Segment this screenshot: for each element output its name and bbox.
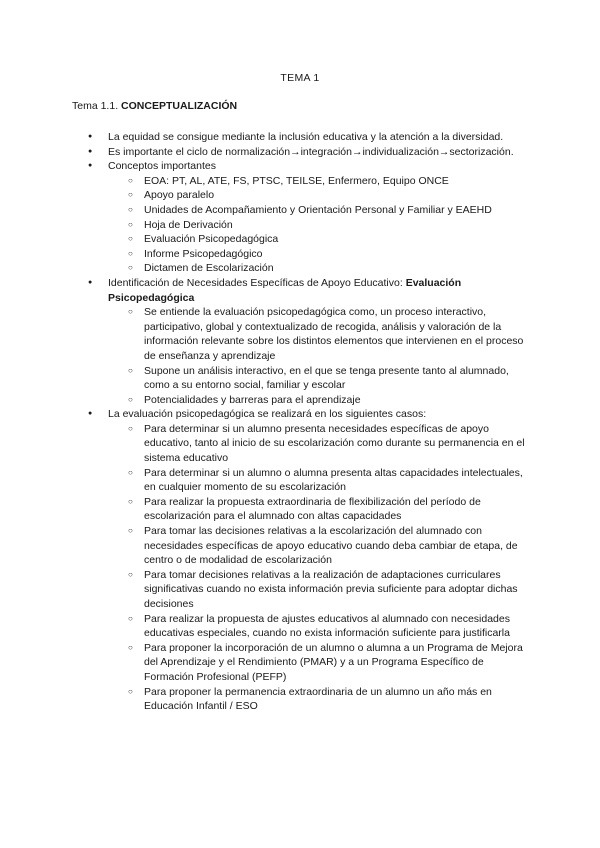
sub-list bbox=[108, 174, 528, 276]
section-heading bbox=[72, 100, 237, 112]
sub-list-item: ○ Potencialidades y barreras para el aprendizaje bbox=[108, 393, 528, 408]
sub-list-item: ○ Para tomar decisiones relativas a la realización de adaptaciones curriculares significativas cuando no exista información previa suficiente para adoptar dichas decisiones bbox=[108, 568, 528, 612]
page-title: TEMA 1 bbox=[280, 72, 320, 84]
list-item: ● Es importante el ciclo de normalización→integración→individualización→sectorización. bbox=[88, 145, 528, 160]
list-item: ● Identificación de Necesidades Específicas de Apoyo Educativo: Evaluación Psicopedagógica ○ Se entiende la evaluación psicopedagógica como, un proceso interactivo, participativo, global y contextualizado de recogida, análisis y valoración de la información relevante sobre los distintos elementos que intervienen en el proceso de enseñanza y aprendizaje ○ Supone un análisis interactivo, en el que se tenga presente tanto al alumnado, como a su entorno social, familiar y escolar ○ Potencialidades y barreras para el aprendizaje bbox=[88, 276, 528, 407]
bold-term: Evaluación Psicopedagógica bbox=[108, 276, 462, 304]
sub-list-item: ○ Para realizar la propuesta de ajustes educativos al alumnado con necesidades educativas especiales, cuando no exista información suficiente para justificarla bbox=[108, 612, 528, 641]
sub-list-item: ○ Unidades de Acompañamiento y Orientación Personal y Familiar y EAEHD bbox=[108, 203, 528, 218]
sub-list-item: ○ Para determinar si un alumno presenta necesidades específicas de apoyo educativo, tanto al inicio de su escolarización como durante su permanencia en el sistema educativo bbox=[108, 422, 528, 466]
sub-list-item: ○ Para determinar si un alumno o alumna presenta altas capacidades intelectuales, en cualquier momento de su escolarización bbox=[108, 466, 528, 495]
sub-list-item: ○ Evaluación Psicopedagógica bbox=[108, 232, 528, 247]
sub-list-item: ○ Para proponer la incorporación de un alumno o alumna a un Programa de Mejora del Aprendizaje y el Rendimiento (PMAR) y a un Programa Específico de Formación Profesional (PEFP) bbox=[108, 641, 528, 685]
sub-list-item: ○ Para realizar la propuesta extraordinaria de flexibilización del período de escolarización para el alumnado con altas capacidades bbox=[108, 495, 528, 524]
main-bullet-list bbox=[88, 130, 528, 714]
sub-list-item: ○ Informe Psicopedagógico bbox=[108, 247, 528, 262]
sub-list-item: ○ EOA: PT, AL, ATE, FS, PTSC, TEILSE, Enfermero, Equipo ONCE bbox=[108, 174, 528, 189]
sub-list-item: ○ Dictamen de Escolarización bbox=[108, 261, 528, 276]
sub-list bbox=[108, 422, 528, 714]
section-prefix: Tema 1.1. bbox=[72, 100, 122, 112]
section-title: CONCEPTUALIZACIÓN bbox=[121, 100, 238, 112]
list-item: ● La evaluación psicopedagógica se realizará en los siguientes casos: ○ Para determinar si un alumno presenta necesidades específicas de apoyo educativo, tanto al inicio de su escolarización como durante su permanencia en el sistema educativo ○ Para determinar si un alumno o alumna presenta altas capacidades intelectuales, en cualquier momento de su escolarización ○ Para realizar la propuesta extraordinaria de flexibilización del período de escolarización para el alumnado con altas capacidades ○ Para tomar las decisiones relativas a la escolarización del alumnado con necesidades específicas de apoyo educativo cuando deba cambiar de etapa, de centro o de modalidad de escolarización ○ Para tomar decisiones relativas a la realización de adaptaciones curriculares significativas cuando no exista información previa suficiente para adoptar dichas decisiones ○ Para realizar la propuesta de ajustes educativos al alumnado con necesidades educativas especiales, cuando no exista información suficiente para justificarla ○ Para proponer la incorporación de un alumno o alumna a un Programa de Mejora del Aprendizaje y el Rendimiento (PMAR) y a un Programa Específico de Formación Profesional (PEFP) ○ Para proponer la permanencia extraordinaria de un alumno un año más en Educación Infantil / ESO bbox=[88, 407, 528, 713]
sub-list-item: ○ Supone un análisis interactivo, en el que se tenga presente tanto al alumnado, como a su entorno social, familiar y escolar bbox=[108, 364, 528, 393]
list-item: ● La equidad se consigue mediante la inclusión educativa y la atención a la diversidad. bbox=[88, 130, 528, 145]
sub-list-item: ○ Para proponer la permanencia extraordinaria de un alumno un año más en Educación Infantil / ESO bbox=[108, 685, 528, 714]
sub-list-item: ○ Se entiende la evaluación psicopedagógica como, un proceso interactivo, participativo, global y contextualizado de recogida, análisis y valoración de la información relevante sobre los distintos elementos que intervienen en el proceso de enseñanza y aprendizaje bbox=[108, 305, 528, 363]
sub-list-item: ○ Para tomar las decisiones relativas a la escolarización del alumnado con necesidades específicas de apoyo educativo cuando deba cambiar de etapa, de centro o de modalidad de escolarización bbox=[108, 524, 528, 568]
list-item: ● Conceptos importantes ○ EOA: PT, AL, ATE, FS, PTSC, TEILSE, Enfermero, Equipo ONCE ○ Apoyo paralelo ○ Unidades de Acompañamiento y Orientación Personal y Familiar y EAEHD ○ Hoja de Derivación ○ Evaluación Psicopedagógica ○ Informe Psicopedagógico ○ Dictamen de Escolarización bbox=[88, 159, 528, 276]
sub-list-item: ○ Apoyo paralelo bbox=[108, 188, 528, 203]
sub-list bbox=[108, 305, 528, 407]
sub-list-item: ○ Hoja de Derivación bbox=[108, 218, 528, 233]
